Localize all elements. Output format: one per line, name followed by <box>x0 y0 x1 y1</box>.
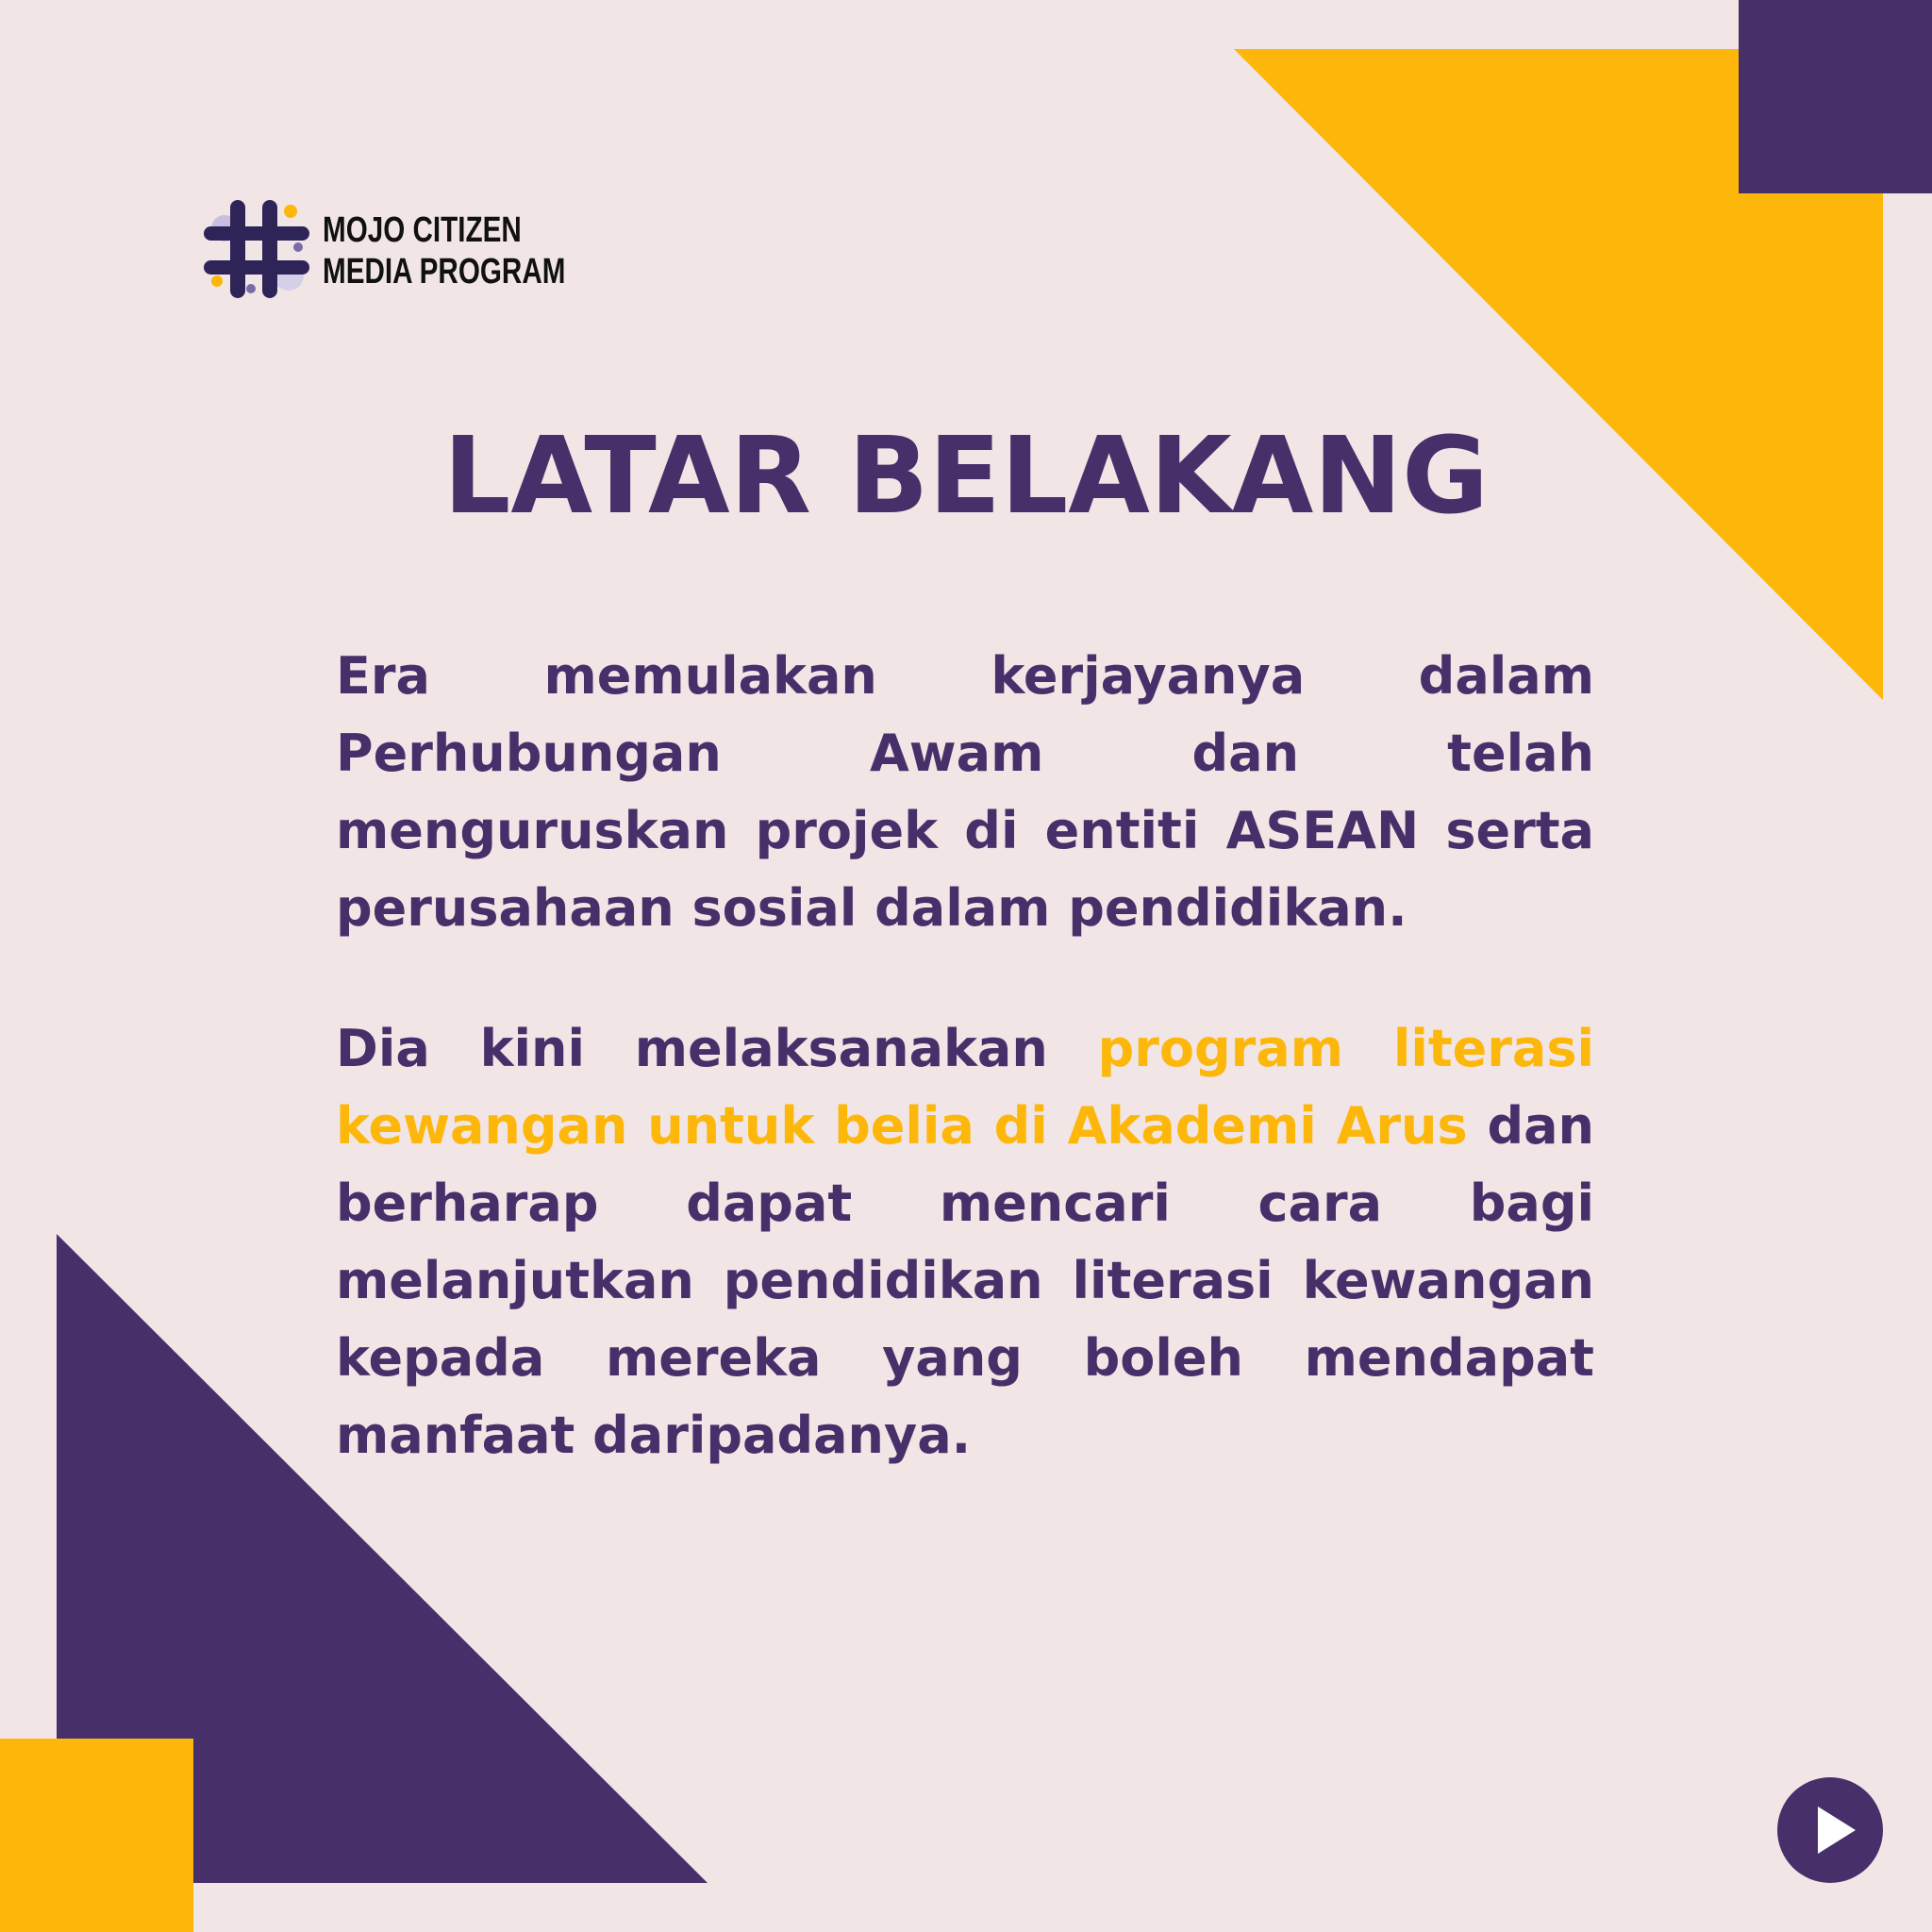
paragraph-text-before: Dia kini melaksanakan <box>336 1019 1098 1078</box>
play-triangle-icon <box>1777 1777 1883 1883</box>
paragraph-background: Era memulakan kerjayanya dalam Perhubungan Awam dan telah menguruskan projek di entiti ASEAN serta perusahaan sosial dalam pendidikan. <box>336 646 1594 938</box>
page-title: LATAR BELAKANG <box>442 415 1490 538</box>
bottom-left-yellow-square <box>0 1739 193 1932</box>
brand-name <box>323 209 565 292</box>
brand-logo <box>196 194 592 304</box>
brand-line-1: MOJO CITIZEN <box>323 210 522 250</box>
hashtag-logo-icon <box>196 194 313 304</box>
highlighted-program-text: program literasi kewangan untuk belia di Akademi Arus <box>336 1019 1594 1156</box>
next-slide-button[interactable] <box>1777 1777 1883 1883</box>
paragraph-text-after: dan berharap dapat mencari cara bagi melanjutkan pendidikan literasi kewangan kepada mereka yang boleh mendapat manfaat daripadanya. <box>336 1096 1594 1465</box>
paragraph-current-work <box>336 1010 1594 1474</box>
brand-line-2: MEDIA PROGRAM <box>323 252 566 291</box>
